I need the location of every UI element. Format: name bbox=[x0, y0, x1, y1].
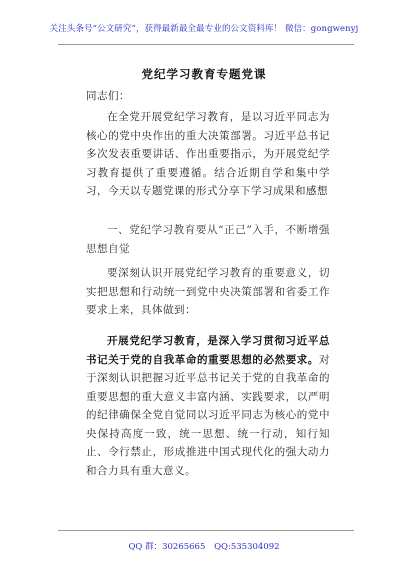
greeting: 同志们： bbox=[86, 90, 130, 102]
paragraph-1: 在全党开展党纪学习教育，是以习近平同志为核心的党中央作出的重大决策部署。习近平总书记多次发表重要讲话、作出重要指示，为开展党纪学习教育提供了重要遵循。结合近期自学和集中学习，今天以专题党课的形式分享下学习成果和感想 bbox=[86, 111, 330, 197]
footer-qq-group: QQ 群：30265665 bbox=[128, 542, 206, 552]
section-heading-1: 一、党纪学习教育要从“正己”入手，不断增强思想自觉 bbox=[86, 224, 330, 255]
header-divider bbox=[58, 44, 354, 45]
document-title: 党纪学习教育专题党课 bbox=[141, 67, 267, 81]
paragraph-3 bbox=[86, 332, 330, 480]
paragraph-2: 要深刻认识开展党纪学习教育的重要意义，切实把思想和行动统一到党中央决策部署和省委工作要求上来，具体做到： bbox=[86, 267, 330, 316]
header-banner: 关注头条号“公文研究”，获得最新最全最专业的公文资料库！ 微信：gongwenyj bbox=[49, 24, 359, 34]
footer-divider bbox=[58, 530, 354, 531]
footer bbox=[0, 540, 408, 552]
footer-qq: QQ:535304092 bbox=[214, 542, 280, 552]
paragraph-3-body: 对于深刻认识把握习近平总书记关于党的自我革命的重要思想的重大意义丰富内涵、实践要求，以严明的纪律确保全党自觉同以习近平同志为核心的党中央保持高度一致，统一思想、统一行动，知行知止、令行禁止，形成推进中国式现代化的强大动力和合力具有重大意义。 bbox=[86, 353, 330, 477]
paragraph-3-lead: 开展党纪学习教育，是深入学习贯彻习近平总书记关于党的自我革命的重要思想的必然要求。 bbox=[86, 335, 330, 366]
